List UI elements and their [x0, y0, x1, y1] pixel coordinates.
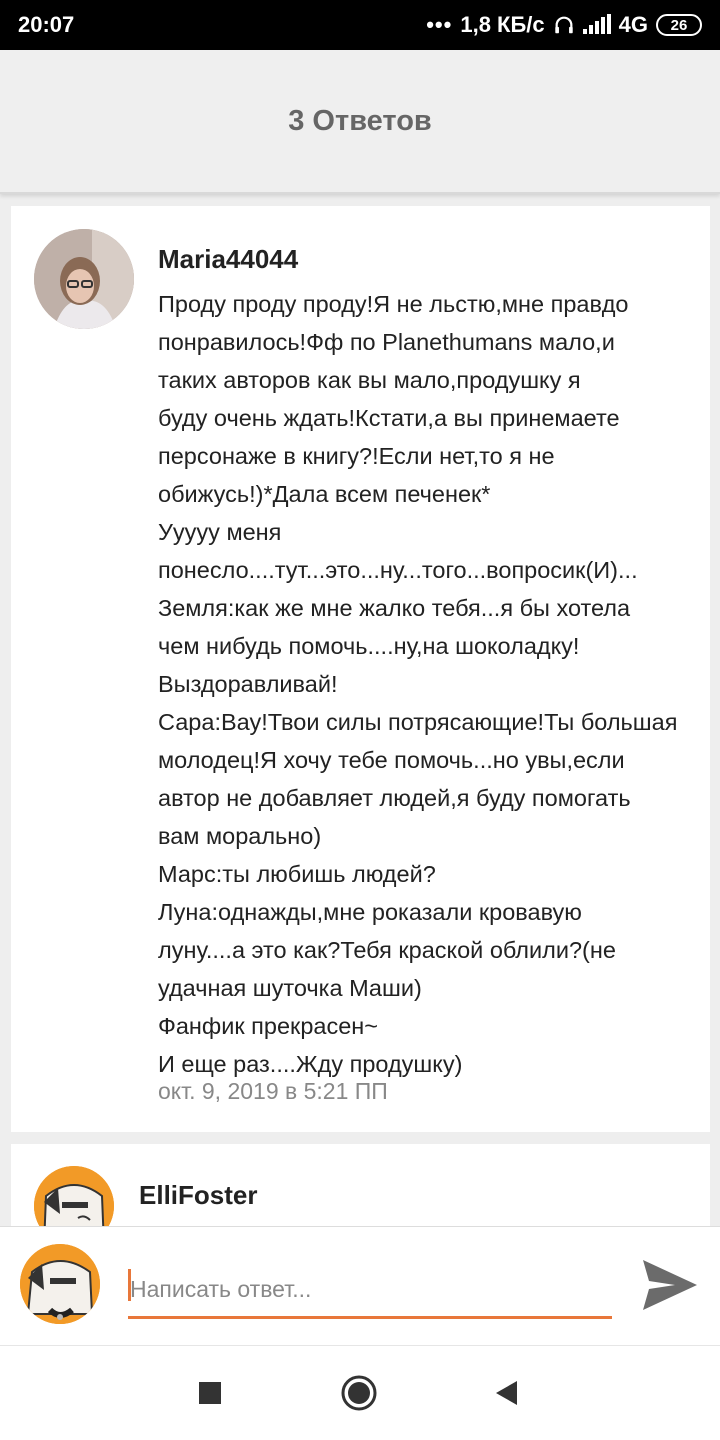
- text-caret: [128, 1269, 131, 1301]
- comment-line: автор не добавляет людей,я буду помогать: [158, 785, 631, 811]
- back-triangle-icon: [493, 1379, 519, 1407]
- comment-line: чем нибудь помочь....ну,на шоколадку!: [158, 633, 580, 659]
- battery-level: 26: [670, 16, 688, 34]
- net-speed: 1,8 КБ/с: [460, 12, 545, 37]
- status-bar: [0, 0, 720, 50]
- more-dots-icon: •••: [426, 12, 453, 37]
- status-right: [426, 12, 702, 38]
- comment-line: Сара:Вау!Твои силы потрясающие!Ты большая: [158, 709, 678, 735]
- comment-line: Луна:однажды,мне роказали кровавую: [158, 899, 582, 925]
- status-time: 20:07: [18, 12, 75, 37]
- back-button[interactable]: [484, 1371, 528, 1415]
- signal-icon: [583, 14, 611, 36]
- send-button[interactable]: [640, 1257, 700, 1313]
- comment-username[interactable]: Maria44044: [158, 244, 299, 274]
- comment-line: понесло....тут...это...ну...того...вопросик(И)...: [158, 557, 638, 583]
- headphone-icon: [553, 14, 575, 36]
- user-photo-icon: [34, 229, 134, 329]
- comment-line: Земля:как же мне жалко тебя...я бы хотела: [158, 595, 631, 621]
- cartoon-avatar-icon: [34, 1166, 114, 1226]
- comment-line: Марс:ты любишь людей?: [158, 861, 436, 887]
- battery-icon: [656, 14, 702, 36]
- comment-line: Фанфик прекрасен~: [158, 1013, 378, 1039]
- cartoon-avatar-icon: [20, 1244, 100, 1324]
- send-icon: [641, 1258, 699, 1312]
- comment-line: луну....а это как?Тебя краской облили?(не: [158, 937, 616, 963]
- comment-line: удачная шуточка Маши): [158, 975, 422, 1001]
- comment-card: [11, 206, 710, 1132]
- square-icon: [198, 1381, 222, 1405]
- comment-date: окт. 9, 2019 в 5:21 ПП: [158, 1078, 388, 1104]
- page-header: [0, 50, 720, 194]
- comment-text: [158, 285, 703, 1083]
- comment-line: И еще раз....Жду продушку): [158, 1051, 463, 1077]
- comment-line: обижусь!)*Дала всем печенек*: [158, 481, 491, 507]
- comment-line: Ууууу меня: [158, 519, 282, 545]
- recent-apps-button[interactable]: [188, 1371, 232, 1415]
- comment-line: понравилось!Фф по Planethumans мало,и: [158, 329, 615, 355]
- network-type: 4G: [618, 12, 648, 37]
- reply-bar: [0, 1226, 720, 1345]
- page-title: 3 Ответов: [288, 104, 432, 137]
- avatar[interactable]: [34, 1166, 114, 1226]
- comment-line: таких авторов как вы мало,продушку я: [158, 367, 581, 393]
- comment-card: [11, 1144, 710, 1226]
- comment-line: молодец!Я хочу тебе помочь...но увы,если: [158, 747, 625, 773]
- comment-line: Выздоравливай!: [158, 671, 338, 697]
- avatar: [20, 1244, 100, 1324]
- system-nav-bar: [0, 1345, 720, 1440]
- comment-username[interactable]: ElliFoster: [139, 1180, 258, 1210]
- home-button[interactable]: [337, 1371, 381, 1415]
- comment-line: персонаже в книгу?!Если нет,то я не: [158, 443, 555, 469]
- comment-line: вам морально): [158, 823, 322, 849]
- avatar[interactable]: [34, 229, 134, 329]
- comment-line: буду очень ждать!Кстати,а вы принемаете: [158, 405, 620, 431]
- circle-icon: [340, 1374, 378, 1412]
- comment-line: Проду проду проду!Я не льстю,мне правдо: [158, 291, 629, 317]
- reply-input[interactable]: [128, 1263, 612, 1319]
